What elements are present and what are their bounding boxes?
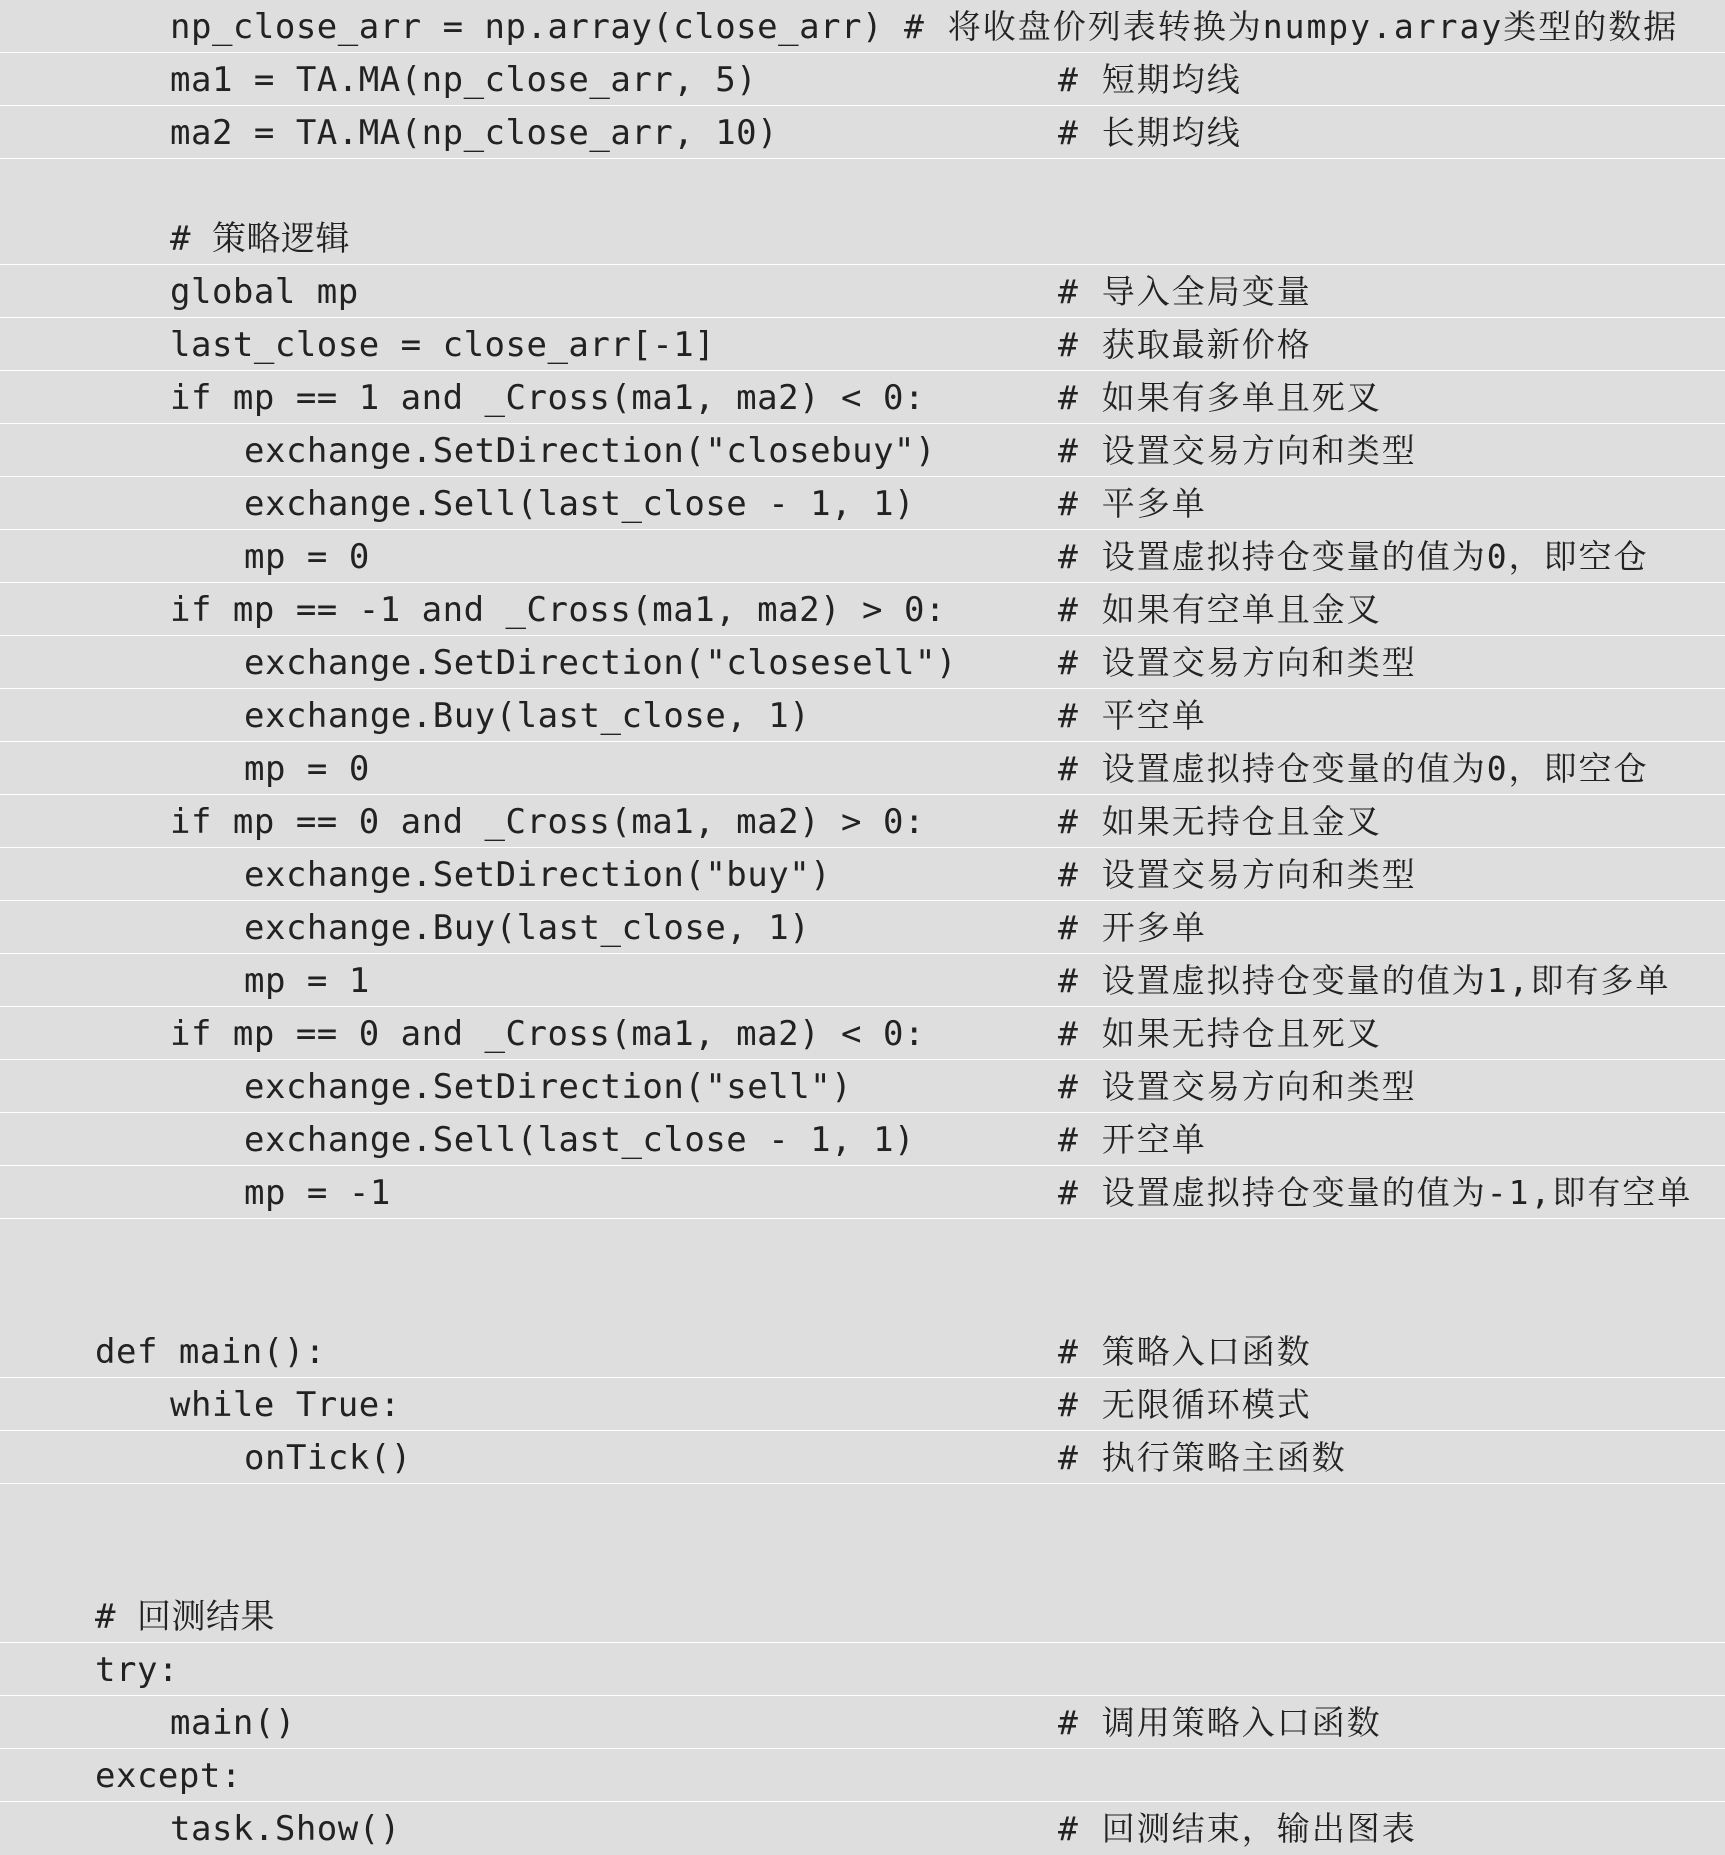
code-text: exchange.Sell(last_close - 1, 1) — [244, 484, 916, 524]
code-line — [0, 742, 1725, 795]
code-comment: # 短期均线 — [1058, 60, 1242, 99]
code-line — [0, 1643, 1725, 1696]
code-comment-line: # 回测结果 — [95, 1597, 275, 1637]
code-text: exchange.Buy(last_close, 1) — [244, 908, 811, 948]
code-comment: # 设置虚拟持仓变量的值为-1,即有空单 — [1058, 1173, 1693, 1212]
code-text: onTick() — [244, 1438, 412, 1478]
code-comment: # 获取最新价格 — [1058, 325, 1312, 364]
code-line — [0, 1590, 1725, 1643]
code-line — [0, 106, 1725, 159]
code-text: exchange.Buy(last_close, 1) — [244, 696, 811, 736]
code-comment: # 设置交易方向和类型 — [1058, 1067, 1417, 1106]
code-text: if mp == 1 and _Cross(ma1, ma2) < 0: — [170, 378, 925, 418]
code-comment: # 设置交易方向和类型 — [1058, 855, 1417, 894]
code-text: if mp == 0 and _Cross(ma1, ma2) > 0: — [170, 802, 925, 842]
code-text: exchange.SetDirection("sell") — [244, 1067, 853, 1107]
code-comment-line: # 策略逻辑 — [170, 219, 350, 259]
code-comment: # 开多单 — [1058, 908, 1207, 947]
code-line — [0, 636, 1725, 689]
code-line — [0, 1060, 1725, 1113]
code-line — [0, 371, 1725, 424]
code-line — [0, 1166, 1725, 1219]
code-text: exchange.Sell(last_close - 1, 1) — [244, 1120, 916, 1160]
code-line — [0, 318, 1725, 371]
code-comment: # 如果有多单且死叉 — [1058, 378, 1382, 417]
code-text: if mp == 0 and _Cross(ma1, ma2) < 0: — [170, 1014, 925, 1054]
code-comment: # 设置交易方向和类型 — [1058, 431, 1417, 470]
code-line — [0, 1325, 1725, 1378]
code-text: exchange.SetDirection("closesell") — [244, 643, 957, 683]
code-line — [0, 795, 1725, 848]
code-comment: # 回测结束，输出图表 — [1058, 1809, 1417, 1848]
code-comment: # 无限循环模式 — [1058, 1385, 1312, 1424]
code-text: while True: — [170, 1385, 401, 1425]
code-line — [0, 1113, 1725, 1166]
code-comment: # 设置交易方向和类型 — [1058, 643, 1417, 682]
code-line — [0, 1431, 1725, 1484]
code-text: def main(): — [95, 1332, 326, 1372]
code-comment: # 设置虚拟持仓变量的值为0，即空仓 — [1058, 749, 1649, 788]
code-line — [0, 1802, 1725, 1855]
code-text: mp = 1 — [244, 961, 370, 1001]
code-line — [0, 848, 1725, 901]
code-line — [0, 954, 1725, 1007]
code-line — [0, 1749, 1725, 1802]
code-text: ma2 = TA.MA(np_close_arr, 10) — [170, 113, 779, 153]
code-text: if mp == -1 and _Cross(ma1, ma2) > 0: — [170, 590, 946, 630]
code-comment: # 平多单 — [1058, 484, 1207, 523]
code-line — [0, 53, 1725, 106]
code-comment: # 导入全局变量 — [1058, 272, 1312, 311]
code-text: exchange.SetDirection("buy") — [244, 855, 832, 895]
code-line — [0, 265, 1725, 318]
code-line — [0, 689, 1725, 742]
code-text: task.Show() — [170, 1809, 401, 1849]
code-comment: # 如果无持仓且金叉 — [1058, 802, 1382, 841]
code-text: np_close_arr = np.array(close_arr) — [170, 7, 883, 47]
code-comment: # 将收盘价列表转换为numpy.array类型的数据 — [903, 7, 1679, 46]
code-comment: # 执行策略主函数 — [1058, 1438, 1347, 1477]
code-text: mp = 0 — [244, 537, 370, 577]
code-text: mp = 0 — [244, 749, 370, 789]
code-comment: # 设置虚拟持仓变量的值为0，即空仓 — [1058, 537, 1649, 576]
code-text: try: — [95, 1650, 179, 1690]
code-line — [0, 901, 1725, 954]
code-comment: # 如果无持仓且死叉 — [1058, 1014, 1382, 1053]
code-comment: # 如果有空单且金叉 — [1058, 590, 1382, 629]
code-line — [0, 1696, 1725, 1749]
code-comment: # 平空单 — [1058, 696, 1207, 735]
code-comment: # 策略入口函数 — [1058, 1332, 1312, 1371]
code-line — [0, 583, 1725, 636]
code-comment: # 长期均线 — [1058, 113, 1242, 152]
code-text: last_close = close_arr[-1] — [170, 325, 716, 365]
code-line — [0, 1007, 1725, 1060]
code-text: mp = -1 — [244, 1173, 391, 1213]
code-comment: # 调用策略入口函数 — [1058, 1703, 1382, 1742]
code-comment: # 开空单 — [1058, 1120, 1207, 1159]
code-line — [0, 424, 1725, 477]
code-text: main() — [170, 1703, 296, 1743]
code-text: exchange.SetDirection("closebuy") — [244, 431, 937, 471]
code-text: ma1 = TA.MA(np_close_arr, 5) — [170, 60, 758, 100]
code-line — [0, 477, 1725, 530]
code-line — [0, 530, 1725, 583]
code-line — [0, 1378, 1725, 1431]
code-line — [0, 0, 1725, 53]
code-comment: # 设置虚拟持仓变量的值为1,即有多单 — [1058, 961, 1671, 1000]
code-line — [0, 212, 1725, 265]
code-text: global mp — [170, 272, 359, 312]
code-text: except: — [95, 1756, 242, 1796]
